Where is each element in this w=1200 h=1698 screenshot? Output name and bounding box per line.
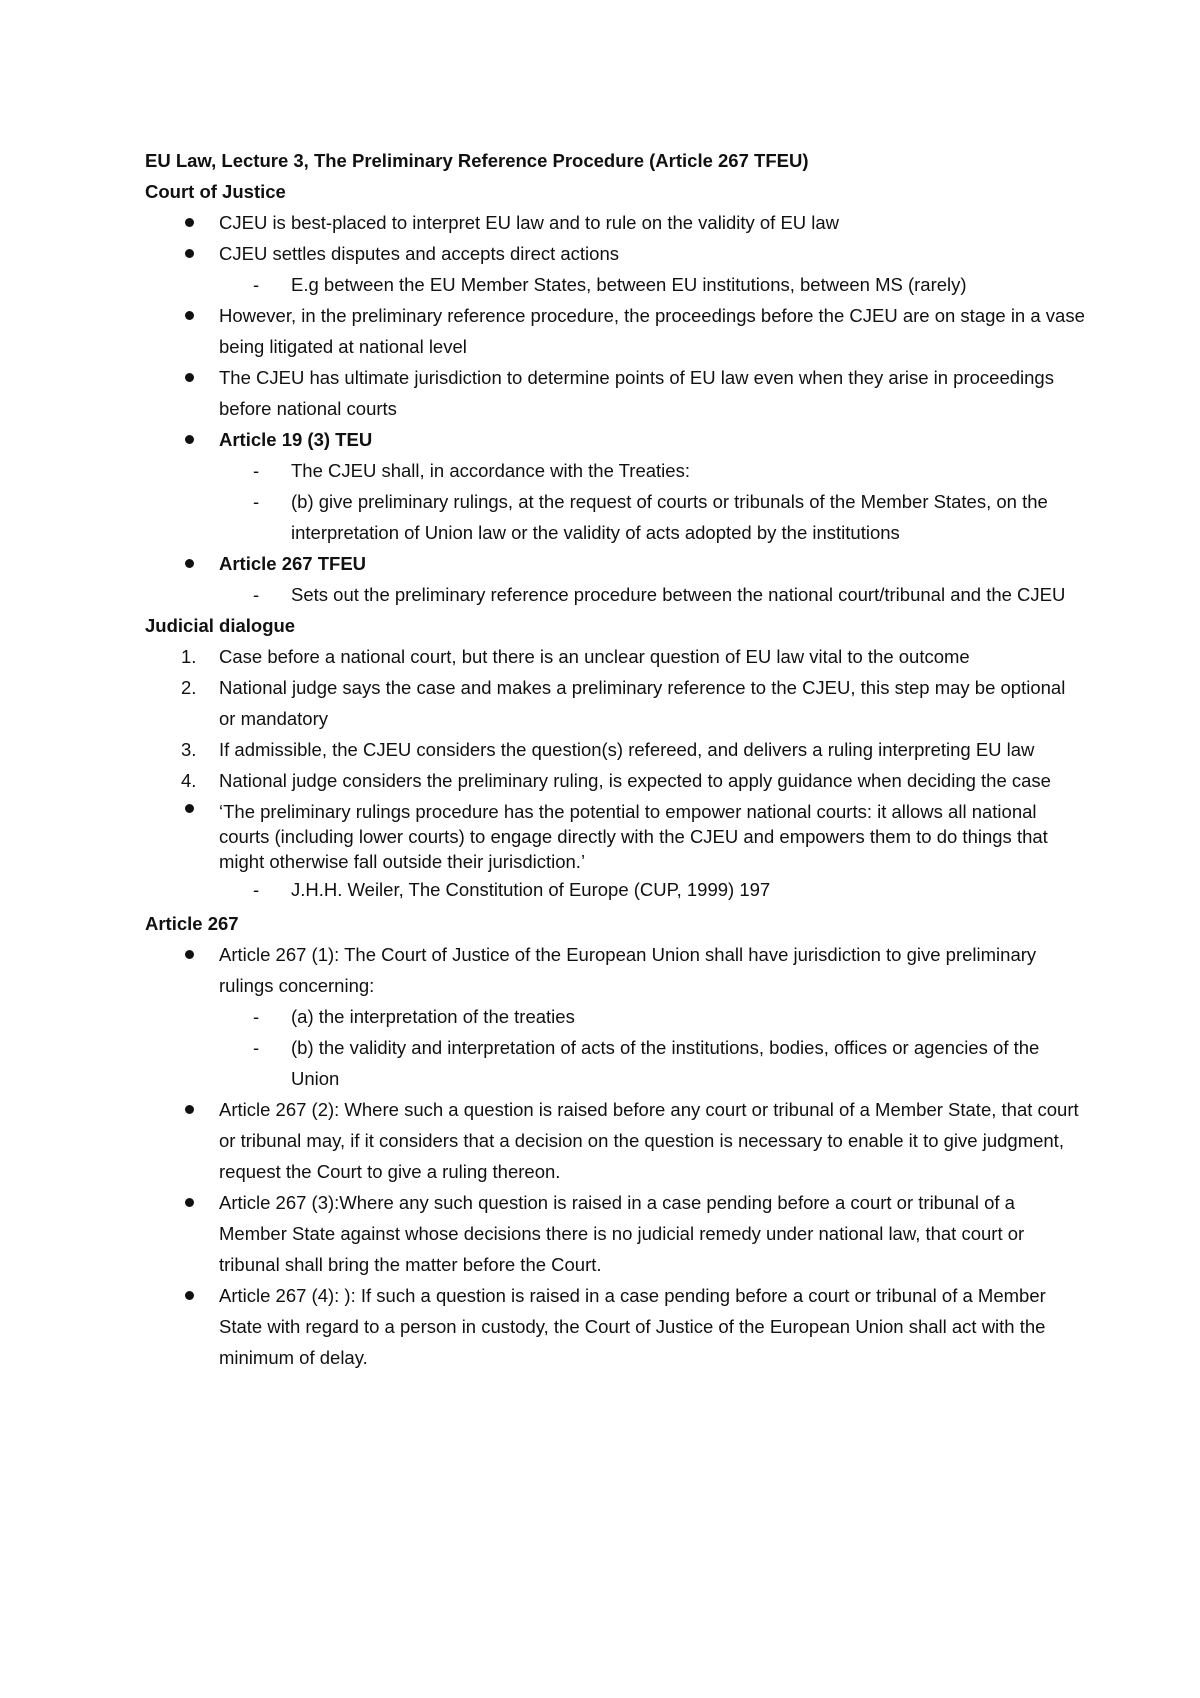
document-page	[145, 145, 1085, 1373]
quote-source: J.H.H. Weiler, The Constitution of Europe (CUP, 1999) 197	[291, 879, 771, 900]
bullet-dot-icon	[185, 311, 194, 320]
bullet-dot-icon	[185, 1198, 194, 1207]
dash-text: (b) give preliminary rulings, at the request of courts or tribunals of the Member States, on the interpretation of Union law or the validity of acts adopted by the institutions	[291, 491, 1048, 543]
bullet-item	[145, 548, 1085, 579]
bullet-text: Article 267 (4): ): If such a question is raised in a case pending before a court or tribunal of a Member State with regard to a person in custody, the Court of Justice of the European Union shall act with the minimum of delay.	[219, 1285, 1046, 1368]
dash-mark-icon: -	[253, 460, 260, 481]
dash-item	[145, 877, 1085, 902]
bullet-dot-icon	[185, 1291, 194, 1300]
numbered-item	[145, 641, 1085, 672]
numbered-item	[145, 765, 1085, 796]
item-number: 4.	[181, 770, 197, 791]
quote-item	[145, 796, 1085, 877]
bullet-text: Article 267 (3):Where any such question is raised in a case pending before a court or tribunal of a Member State against whose decisions there is no judicial remedy under national law, that court or tribunal shall bring the matter before the Court.	[219, 1192, 1025, 1275]
bullet-text: Article 267 TFEU	[219, 553, 367, 574]
item-number: 3.	[181, 739, 197, 760]
dash-text: E.g between the EU Member States, between EU institutions, between MS (rarely)	[291, 274, 967, 295]
bullet-item	[145, 300, 1085, 362]
numbered-text: National judge says the case and makes a preliminary reference to the CJEU, this step may be optional or mandatory	[219, 677, 1066, 729]
bullet-dot-icon	[185, 218, 194, 227]
bullet-dot-icon	[185, 804, 194, 813]
numbered-text: National judge considers the preliminary ruling, is expected to apply guidance when deciding the case	[219, 770, 1051, 791]
bullet-dot-icon	[185, 950, 194, 959]
bullet-item	[145, 939, 1085, 1001]
dash-text: Sets out the preliminary reference procedure between the national court/tribunal and the CJEU	[291, 584, 1066, 605]
dash-item	[145, 1032, 1085, 1094]
dash-item	[145, 579, 1085, 610]
bullet-text: CJEU settles disputes and accepts direct actions	[219, 243, 619, 264]
section-heading-article-267: Article 267	[145, 913, 239, 934]
bullet-dot-icon	[185, 559, 194, 568]
dash-mark-icon: -	[253, 1037, 260, 1058]
bullet-text: The CJEU has ultimate jurisdiction to determine points of EU law even when they arise in proceedings before national courts	[219, 367, 1054, 419]
bullet-dot-icon	[185, 1105, 194, 1114]
quote-text: ‘The preliminary rulings procedure has the potential to empower national courts: it allows all national courts (including lower courts) to engage directly with the CJEU and empowers them to do things that might otherwise fall outside their jurisdiction.’	[219, 801, 1048, 872]
dash-item	[145, 455, 1085, 486]
dash-mark-icon: -	[253, 1006, 260, 1027]
dash-item	[145, 486, 1085, 548]
dash-mark-icon: -	[253, 274, 260, 295]
dash-item	[145, 269, 1085, 300]
section-heading-court-of-justice: Court of Justice	[145, 181, 286, 202]
section-heading-judicial-dialogue: Judicial dialogue	[145, 615, 296, 636]
bullet-item	[145, 362, 1085, 424]
dash-item	[145, 1001, 1085, 1032]
bullet-item	[145, 1094, 1085, 1187]
bullet-item	[145, 207, 1085, 238]
bullet-text: CJEU is best-placed to interpret EU law and to rule on the validity of EU law	[219, 212, 840, 233]
dash-text: (a) the interpretation of the treaties	[291, 1006, 575, 1027]
bullet-text: Article 267 (2): Where such a question is raised before any court or tribunal of a Member State, that court or tribunal may, if it considers that a decision on the question is necessary to enable it to give judgment, request the Court to give a ruling thereon.	[219, 1099, 1079, 1182]
bullet-text: Article 267 (1): The Court of Justice of the European Union shall have jurisdiction to give preliminary rulings concerning:	[219, 944, 1037, 996]
numbered-item	[145, 734, 1085, 765]
dash-text: The CJEU shall, in accordance with the Treaties:	[291, 460, 690, 481]
dash-text: (b) the validity and interpretation of acts of the institutions, bodies, offices or agencies of the Union	[291, 1037, 1040, 1089]
numbered-item	[145, 672, 1085, 734]
bullet-dot-icon	[185, 373, 194, 382]
numbered-text: If admissible, the CJEU considers the question(s) refereed, and delivers a ruling interpreting EU law	[219, 739, 1035, 760]
dash-mark-icon: -	[253, 491, 260, 512]
bullet-dot-icon	[185, 435, 194, 444]
bullet-dot-icon	[185, 249, 194, 258]
dash-mark-icon: -	[253, 584, 260, 605]
numbered-text: Case before a national court, but there is an unclear question of EU law vital to the outcome	[219, 646, 970, 667]
bullet-text: Article 19 (3) TEU	[219, 429, 373, 450]
dash-mark-icon: -	[253, 879, 260, 900]
document-title: EU Law, Lecture 3, The Preliminary Reference Procedure (Article 267 TFEU)	[145, 150, 809, 171]
item-number: 1.	[181, 646, 197, 667]
bullet-item	[145, 424, 1085, 455]
bullet-text: However, in the preliminary reference procedure, the proceedings before the CJEU are on stage in a vase being litigated at national level	[219, 305, 1085, 357]
item-number: 2.	[181, 677, 197, 698]
bullet-item	[145, 1280, 1085, 1373]
bullet-item	[145, 1187, 1085, 1280]
bullet-item	[145, 238, 1085, 269]
